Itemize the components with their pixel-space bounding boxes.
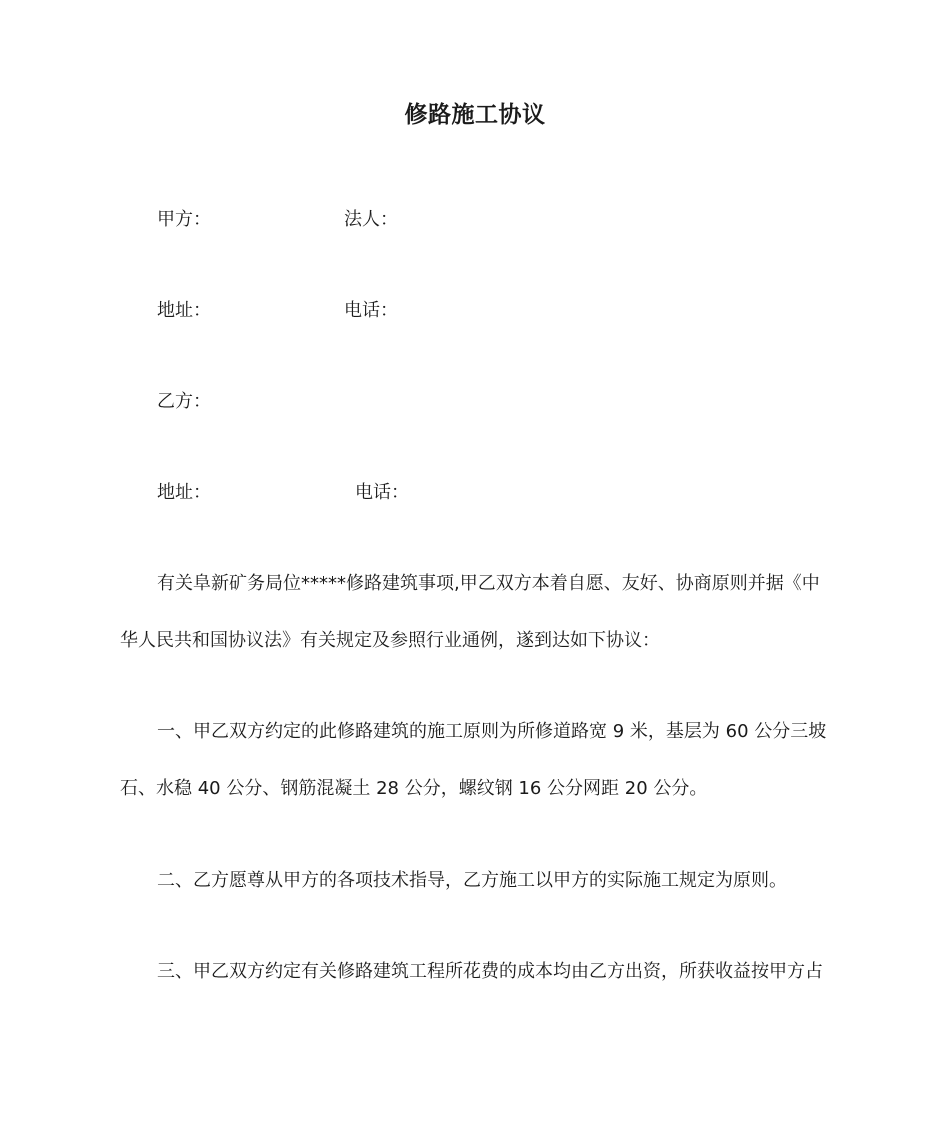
intro-paragraph-line-1: 有关阜新矿务局位*****修路建筑事项,甲乙双方本着自愿、友好、协商原则并据《中: [157, 573, 820, 594]
party-a-label: 甲方：: [157, 209, 211, 230]
clause-2-line-1: 二、乙方愿尊从甲方的各项技术指导，乙方施工以甲方的实际施工规定为原则。: [157, 870, 787, 891]
party-b-address-label: 地址：: [157, 482, 211, 503]
party-b-label: 乙方：: [157, 391, 211, 412]
intro-paragraph-line-2: 华人民共和国协议法》有关规定及参照行业通例，遂到达如下协议：: [120, 630, 660, 651]
party-a-phone-label: 电话：: [344, 300, 398, 321]
legal-person-label: 法人：: [344, 209, 398, 230]
clause-1-line-1: 一、甲乙双方约定的此修路建筑的施工原则为所修道路宽 9 米，基层为 60 公分三坡: [157, 721, 827, 742]
party-b-phone-label: 电话：: [355, 482, 409, 503]
clause-1-line-2: 石、水稳 40 公分、钢筋混凝土 28 公分，螺纹钢 16 公分网距 20 公分。: [120, 778, 708, 799]
party-a-address-label: 地址：: [157, 300, 211, 321]
document-title: 修路施工协议: [404, 102, 546, 128]
clause-3-line-1: 三、甲乙双方约定有关修路建筑工程所花费的成本均由乙方出资，所获收益按甲方占: [157, 961, 823, 982]
